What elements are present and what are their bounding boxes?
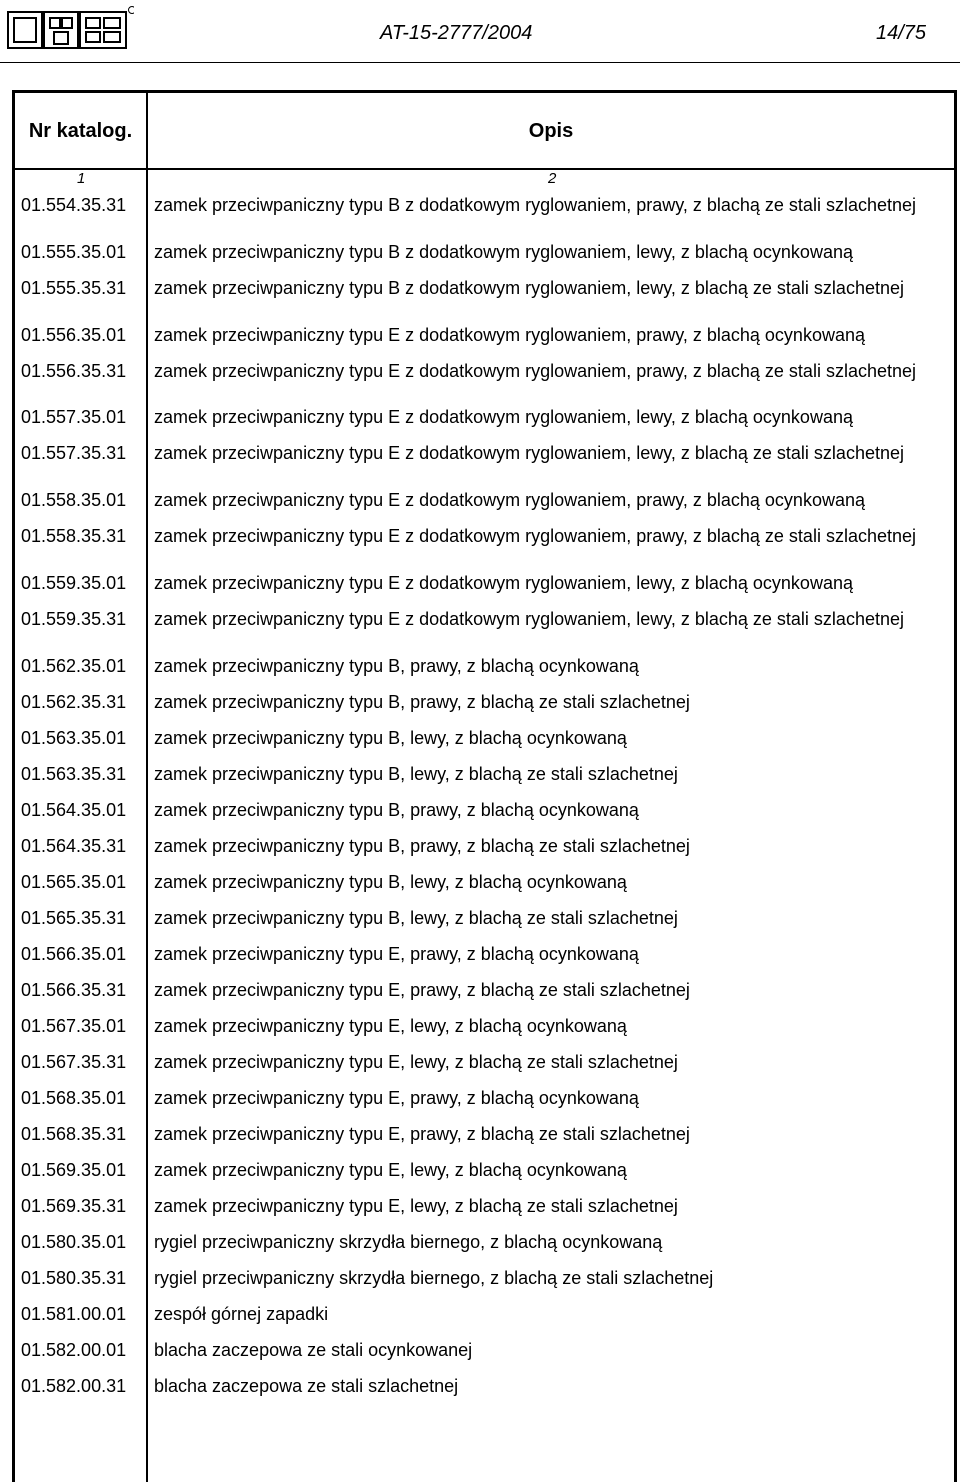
table-row (15, 406, 946, 429)
table-row (15, 691, 946, 714)
catalog-number: 01.582.00.01 (21, 1340, 127, 1360)
catalog-number: 01.566.35.01 (21, 944, 127, 964)
item-description: zamek przeciwpaniczny typu E, prawy, z blachą ze stali szlachetnej (154, 1124, 690, 1144)
item-description: blacha zaczepowa ze stali ocynkowanej (154, 1340, 473, 1360)
catalog-number: 01.557.35.01 (21, 407, 127, 427)
table-row (15, 572, 946, 595)
catalog-number: 01.557.35.31 (21, 443, 127, 463)
catalog-number: 01.558.35.31 (21, 526, 127, 546)
table-row (15, 655, 946, 678)
table-row (15, 979, 946, 1002)
column-header-catalog-number: Nr katalog. (28, 120, 133, 142)
table-row (15, 763, 946, 786)
item-description: zamek przeciwpaniczny typu B, lewy, z blachą ze stali szlachetnej (154, 908, 678, 928)
item-description: zamek przeciwpaniczny typu E, lewy, z blachą ocynkowaną (154, 1160, 627, 1180)
item-description: zamek przeciwpaniczny typu E, lewy, z blachą ze stali szlachetnej (154, 1052, 678, 1072)
item-description: zamek przeciwpaniczny typu E z dodatkowym ryglowaniem, lewy, z blachą ocynkowaną (154, 573, 853, 593)
catalog-number: 01.569.35.01 (21, 1160, 127, 1180)
table-row (15, 324, 946, 347)
catalog-number: 01.562.35.31 (21, 692, 127, 712)
item-description: zamek przeciwpaniczny typu E, lewy, z blachą ze stali szlachetnej (154, 1196, 678, 1216)
catalog-number: 01.568.35.31 (21, 1124, 127, 1144)
item-description: zamek przeciwpaniczny typu B z dodatkowym ryglowaniem, lewy, z blachą ze stali szlachetnej (154, 278, 904, 298)
table-row (15, 727, 946, 750)
item-description: blacha zaczepowa ze stali szlachetnej (154, 1376, 459, 1396)
item-description: zespół górnej zapadki (154, 1304, 329, 1324)
catalog-number: 01.554.35.31 (21, 195, 127, 215)
document-id: AT-15-2777/2004 (380, 22, 533, 44)
table-row (15, 525, 946, 548)
catalog-number: 01.562.35.01 (21, 656, 127, 676)
catalog-number: 01.556.35.01 (21, 325, 127, 345)
table-row (15, 277, 946, 300)
item-description: zamek przeciwpaniczny typu B, lewy, z blachą ze stali szlachetnej (154, 764, 678, 784)
table-row (15, 835, 946, 858)
header-row-divider (12, 168, 957, 170)
catalog-number: 01.564.35.01 (21, 800, 127, 820)
item-description: zamek przeciwpaniczny typu B, lewy, z blachą ocynkowaną (154, 728, 627, 748)
item-description: zamek przeciwpaniczny typu E z dodatkowym ryglowaniem, prawy, z blachą ze stali szlachetnej (154, 526, 916, 546)
table-row (15, 871, 946, 894)
item-description: zamek przeciwpaniczny typu E, prawy, z blachą ocynkowaną (154, 1088, 639, 1108)
catalog-number: 01.581.00.01 (21, 1304, 127, 1324)
table-row (15, 1123, 946, 1146)
item-description: zamek przeciwpaniczny typu B z dodatkowym ryglowaniem, prawy, z blachą ze stali szlachetnej (154, 195, 916, 215)
item-description: zamek przeciwpaniczny typu B, prawy, z blachą ze stali szlachetnej (154, 836, 690, 856)
table-row (15, 1159, 946, 1182)
catalog-number: 01.559.35.31 (21, 609, 127, 629)
table-row (15, 907, 946, 930)
item-description: zamek przeciwpaniczny typu E z dodatkowym ryglowaniem, prawy, z blachą ocynkowaną (154, 325, 865, 345)
table-row (15, 1303, 946, 1326)
item-description: zamek przeciwpaniczny typu B, prawy, z blachą ze stali szlachetnej (154, 692, 690, 712)
table-row (15, 1087, 946, 1110)
item-description: zamek przeciwpaniczny typu B, lewy, z blachą ocynkowaną (154, 872, 627, 892)
header-divider (0, 62, 960, 63)
table-row (15, 943, 946, 966)
catalog-number: 01.559.35.01 (21, 573, 127, 593)
column-number-1: 1 (77, 170, 86, 187)
item-description: rygiel przeciwpaniczny skrzydła biernego, z blachą ze stali szlachetnej (154, 1268, 714, 1288)
table-row (15, 442, 946, 465)
catalog-number: 01.567.35.01 (21, 1016, 127, 1036)
page-number: 14/75 (876, 22, 927, 44)
item-description: zamek przeciwpaniczny typu E, prawy, z blachą ocynkowaną (154, 944, 639, 964)
item-description: zamek przeciwpaniczny typu E, lewy, z blachą ocynkowaną (154, 1016, 627, 1036)
item-description: zamek przeciwpaniczny typu E z dodatkowym ryglowaniem, lewy, z blachą ocynkowaną (154, 407, 853, 427)
catalog-number: 01.582.00.31 (21, 1376, 127, 1396)
item-description: zamek przeciwpaniczny typu E, prawy, z blachą ze stali szlachetnej (154, 980, 690, 1000)
column-number-2: 2 (548, 170, 557, 187)
catalog-number: 01.580.35.31 (21, 1268, 127, 1288)
catalog-number: 01.567.35.31 (21, 1052, 127, 1072)
table-row (15, 1375, 946, 1398)
item-description: rygiel przeciwpaniczny skrzydła biernego, z blachą ocynkowaną (154, 1232, 663, 1252)
catalog-number: 01.566.35.31 (21, 980, 127, 1000)
table-row (15, 1051, 946, 1074)
catalog-number: 01.563.35.31 (21, 764, 127, 784)
catalog-number: 01.555.35.01 (21, 242, 127, 262)
table-row (15, 799, 946, 822)
catalog-number: 01.556.35.31 (21, 361, 127, 381)
catalog-number: 01.580.35.01 (21, 1232, 127, 1252)
item-description: zamek przeciwpaniczny typu B, prawy, z blachą ocynkowaną (154, 656, 639, 676)
itb-logo (6, 6, 134, 52)
catalog-number: 01.565.35.01 (21, 872, 127, 892)
catalog-number: 01.568.35.01 (21, 1088, 127, 1108)
table-row (15, 1195, 946, 1218)
catalog-number: 01.564.35.31 (21, 836, 127, 856)
item-description: zamek przeciwpaniczny typu E z dodatkowym ryglowaniem, prawy, z blachą ze stali szlachetnej (154, 361, 916, 381)
catalog-number: 01.563.35.01 (21, 728, 127, 748)
item-description: zamek przeciwpaniczny typu E z dodatkowym ryglowaniem, prawy, z blachą ocynkowaną (154, 490, 865, 510)
item-description: zamek przeciwpaniczny typu E z dodatkowym ryglowaniem, lewy, z blachą ze stali szlachetnej (154, 609, 904, 629)
item-description: zamek przeciwpaniczny typu E z dodatkowym ryglowaniem, lewy, z blachą ze stali szlachetnej (154, 443, 904, 463)
table-row (15, 1267, 946, 1290)
table-row (15, 194, 946, 217)
table-row (15, 241, 946, 264)
table-row (15, 1015, 946, 1038)
catalog-number: 01.569.35.31 (21, 1196, 127, 1216)
item-description: zamek przeciwpaniczny typu B, prawy, z blachą ocynkowaną (154, 800, 639, 820)
item-description: zamek przeciwpaniczny typu B z dodatkowym ryglowaniem, lewy, z blachą ocynkowaną (154, 242, 853, 262)
table-row (15, 360, 946, 383)
catalog-number: 01.565.35.31 (21, 908, 127, 928)
table-row (15, 608, 946, 631)
column-header-description: Opis (528, 119, 574, 142)
table-row (15, 1339, 946, 1362)
catalog-number: 01.555.35.31 (21, 278, 127, 298)
table-row (15, 1231, 946, 1254)
catalog-number: 01.558.35.01 (21, 490, 127, 510)
table-row (15, 489, 946, 512)
